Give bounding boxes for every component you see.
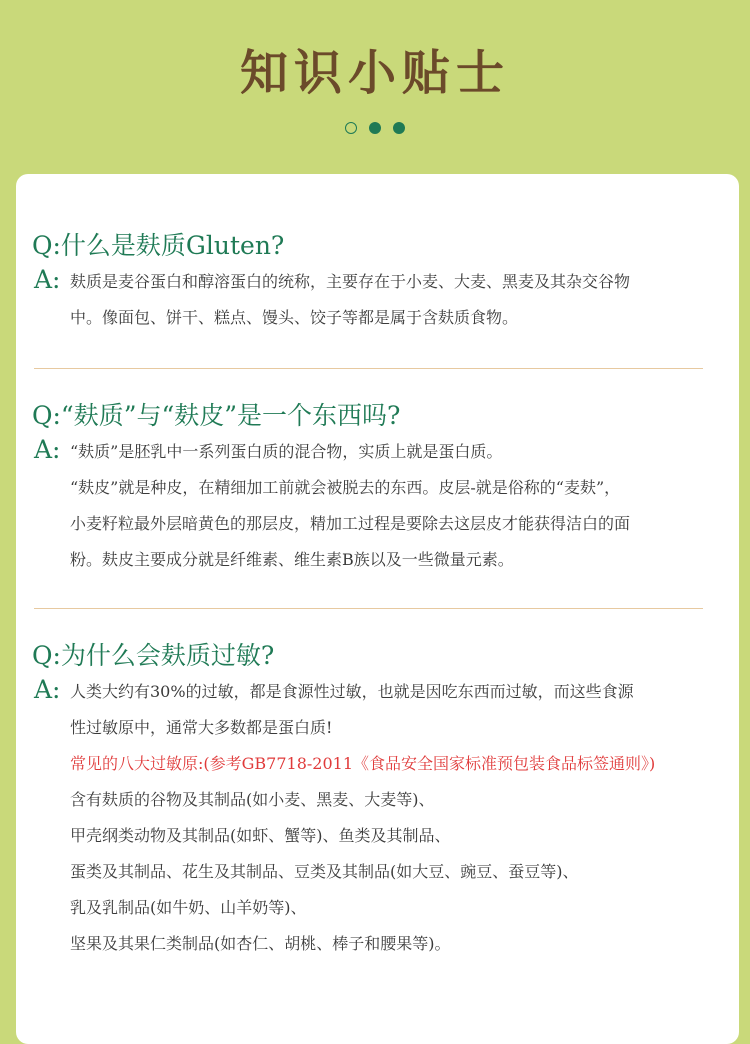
answer-2 (70, 434, 702, 578)
answer-mark-2: A: (34, 435, 61, 464)
answer-line: 麸质是麦谷蛋白和醇溶蛋白的统称，主要存在于小麦、大麦、黑麦及其杂交谷物 (70, 272, 631, 291)
question-1: Q:什么是麸质Gluten? (32, 231, 285, 260)
answer-line: 含有麸质的谷物及其制品(如小麦、黑麦、大麦等)、 (70, 790, 435, 809)
faq-section-2 (32, 400, 702, 578)
answer-line: 乳及乳制品(如牛奶、山羊奶等)、 (70, 898, 307, 917)
answer-mark-3: A: (34, 675, 61, 704)
answer-line: 甲壳纲类动物及其制品(如虾、蟹等)、鱼类及其制品、 (70, 826, 451, 845)
pagination-dots (0, 122, 750, 134)
divider (34, 608, 703, 609)
answer-line: 人类大约有30%的过敏，都是食源性过敏，也就是因吃东西而过敏，而这些食源 (70, 682, 634, 701)
answer-1 (70, 264, 702, 336)
question-3: Q:为什么会麸质过敏? (32, 641, 275, 670)
answer-mark-1: A: (34, 265, 61, 294)
faq-section-1 (32, 230, 702, 336)
divider (34, 368, 703, 369)
dot-indicator-1 (345, 122, 357, 134)
answer-line: 性过敏原中，通常大多数都是蛋白质! (70, 718, 333, 737)
allergen-reference-note: 常见的八大过敏原:(参考GB7718-2011《食品安全国家标准预包装食品标签通则》) (70, 754, 656, 773)
answer-line: 坚果及其果仁类制品(如杏仁、胡桃、棒子和腰果等)。 (70, 934, 451, 953)
dot-indicator-2 (369, 122, 381, 134)
page-title: 知识小贴士 (239, 45, 510, 101)
answer-line: 蛋类及其制品、花生及其制品、豆类及其制品(如大豆、豌豆、蚕豆等)、 (70, 862, 579, 881)
dot-indicator-3 (393, 122, 405, 134)
question-2: Q:“麸质”与“麸皮”是一个东西吗? (32, 401, 401, 430)
answer-line: 粉。麸皮主要成分就是纤维素、维生素B族以及一些微量元素。 (70, 550, 514, 569)
faq-section-3 (32, 640, 702, 962)
answer-line: 中。像面包、饼干、糕点、馒头、饺子等都是属于含麸质食物。 (70, 308, 519, 327)
answer-line: 小麦籽粒最外层暗黄色的那层皮，精加工过程是要除去这层皮才能获得洁白的面 (70, 514, 631, 533)
content-card (16, 174, 739, 1044)
answer-line: “麸皮”就是种皮，在精细加工前就会被脱去的东西。皮层-就是俗称的“麦麸”， (70, 478, 621, 497)
answer-3 (70, 674, 702, 962)
answer-line: “麸质”是胚乳中一系列蛋白质的混合物，实质上就是蛋白质。 (70, 442, 503, 461)
